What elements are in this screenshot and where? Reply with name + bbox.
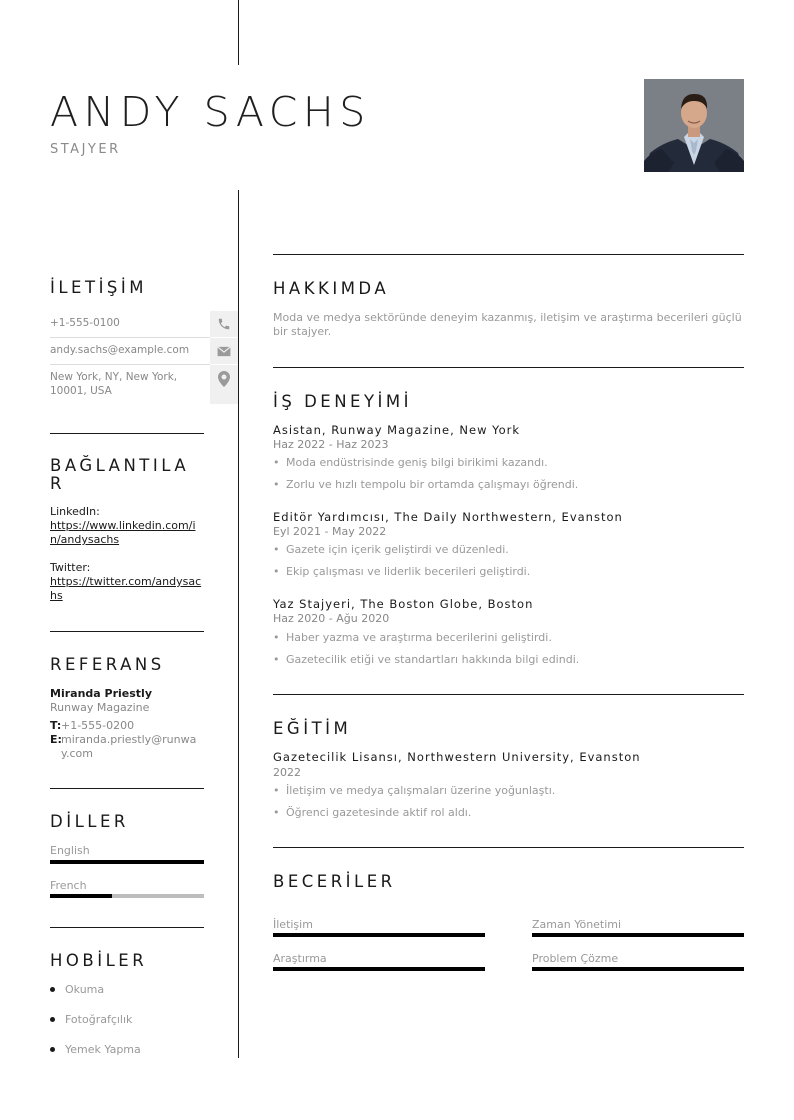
education-year: 2022 [273, 766, 301, 779]
section-divider [50, 631, 204, 632]
about-section-title: HAKKIMDA [273, 279, 390, 298]
contact-email-row [50, 338, 238, 364]
bullet-dot-icon: • [273, 456, 280, 469]
skill-name: Problem Çözme [532, 952, 619, 965]
links-title-line-2: R [50, 474, 65, 493]
top-divider-line [238, 0, 239, 65]
job-title: Yaz Stajyeri, The Boston Globe, Boston [273, 597, 534, 611]
job-bullet-text: Haber yazma ve araştırma becerilerini geliştirdi. [286, 631, 552, 644]
hobby-label: Fotoğrafçılık [65, 1013, 133, 1026]
bullet-dot-icon: • [273, 653, 280, 666]
section-divider [273, 367, 744, 368]
job-bullet-text: Zorlu ve hızlı tempolu bir ortamda çalışmayı öğrendi. [286, 478, 579, 491]
contact-phone-row [50, 311, 238, 337]
education-bullet-text: Öğrenci gazetesinde aktif rol aldı. [286, 806, 472, 819]
reference-email-prefix: E: [50, 733, 62, 746]
language-name: English [50, 844, 90, 857]
job-date: Haz 2022 - Haz 2023 [273, 438, 389, 451]
skill-level-bar [532, 967, 744, 971]
hobby-item [50, 983, 104, 996]
job-date: Haz 2020 - Ağu 2020 [273, 612, 390, 625]
contact-phone: +1-555-0100 [50, 317, 120, 329]
envelope-icon [210, 338, 238, 364]
bullet-dot-icon: • [273, 784, 280, 797]
linkedin-link[interactable]: https://www.linkedin.com/in/andysachs [50, 519, 196, 546]
section-divider [50, 433, 204, 434]
bullet-dot-icon [50, 1017, 55, 1022]
linkedin-label: LinkedIn: [50, 505, 100, 518]
languages-section-title: DİLLER [50, 812, 129, 831]
resume-name: ANDY SACHS [50, 88, 371, 136]
reference-email: miranda.priestly@runway.com [61, 733, 197, 760]
job-bullet-text: Moda endüstrisinde geniş bilgi birikimi kazandı. [286, 456, 548, 469]
reference-phone-prefix: T: [50, 719, 62, 732]
education-degree: Gazetecilik Lisansı, Northwestern University, Evanston [273, 750, 641, 764]
section-divider [273, 847, 744, 848]
twitter-label: Twitter: [50, 561, 91, 574]
contact-address: New York, NY, New York, 10001, USA [50, 371, 178, 397]
bullet-dot-icon [50, 1047, 55, 1052]
section-divider [273, 694, 744, 695]
language-level-bar [50, 860, 204, 864]
bullet-dot-icon [50, 987, 55, 992]
experience-section-title: İŞ DENEYİMİ [273, 392, 413, 411]
twitter-link[interactable]: https://twitter.com/andysachs [50, 575, 202, 602]
bullet-dot-icon: • [273, 478, 280, 491]
job-bullet [273, 456, 548, 469]
contact-address-row [50, 365, 238, 404]
education-section-title: EĞİTİM [273, 719, 352, 738]
section-divider [273, 254, 744, 255]
column-divider-line [238, 190, 239, 1058]
bullet-dot-icon: • [273, 565, 280, 578]
reference-name: Miranda Priestly [50, 687, 152, 700]
job-title: Editör Yardımcısı, The Daily Northwestern, Evanston [273, 510, 623, 524]
skill-level-bar [273, 933, 485, 937]
links-section-title [50, 457, 189, 493]
reference-phone: +1-555-0200 [61, 719, 135, 732]
job-bullet [273, 631, 552, 644]
skill-name: İletişim [273, 918, 313, 931]
references-section-title: REFERANS [50, 655, 165, 674]
reference-company: Runway Magazine [50, 701, 150, 714]
contact-section-title: İLETİŞİM [50, 278, 148, 297]
language-name: French [50, 879, 87, 892]
bullet-dot-icon: • [273, 631, 280, 644]
job-title: Asistan, Runway Magazine, New York [273, 423, 521, 437]
about-text: Moda ve medya sektöründe deneyim kazanmış, iletişim ve araştırma becerileri güçlü bir stajyer. [273, 311, 742, 338]
skill-level-bar [532, 933, 744, 937]
section-divider [50, 927, 204, 928]
contact-email: andy.sachs@example.com [50, 344, 190, 356]
job-bullet-text: Ekip çalışması ve liderlik becerileri geliştirdi. [286, 565, 531, 578]
hobbies-section-title: HOBİLER [50, 951, 148, 970]
job-bullet [273, 543, 509, 556]
resume-role: STAJYER [50, 142, 121, 157]
job-bullet [273, 478, 578, 491]
skill-name: Araştırma [273, 952, 327, 965]
phone-icon [210, 311, 238, 337]
education-bullet-text: İletişim ve medya çalışmaları üzerine yoğunlaştı. [286, 784, 556, 797]
job-bullet [273, 565, 530, 578]
job-date: Eyl 2021 - May 2022 [273, 525, 387, 538]
skill-name: Zaman Yönetimi [532, 918, 622, 931]
language-level-fill [50, 860, 204, 864]
reference-phone-line [50, 719, 204, 733]
hobby-label: Yemek Yapma [65, 1043, 141, 1056]
language-level-fill [50, 894, 112, 898]
location-pin-icon [210, 365, 238, 404]
links-title-line-1: BAĞLANTILA [50, 456, 190, 475]
education-bullet [273, 784, 555, 797]
language-level-bar [50, 894, 204, 898]
hobby-label: Okuma [65, 983, 105, 996]
hobby-item [50, 1013, 132, 1026]
bullet-dot-icon: • [273, 806, 280, 819]
job-bullet-text: Gazete için içerik geliştirdi ve düzenledi. [286, 543, 509, 556]
section-divider [50, 788, 204, 789]
profile-photo [644, 79, 744, 172]
skill-level-bar [273, 967, 485, 971]
bullet-dot-icon: • [273, 543, 280, 556]
skills-section-title: BECERİLER [273, 872, 396, 891]
job-bullet [273, 653, 579, 666]
education-bullet [273, 806, 471, 819]
hobby-item [50, 1043, 141, 1056]
reference-email-line [50, 733, 204, 761]
job-bullet-text: Gazetecilik etiği ve standartları hakkında bilgi edindi. [286, 653, 580, 666]
